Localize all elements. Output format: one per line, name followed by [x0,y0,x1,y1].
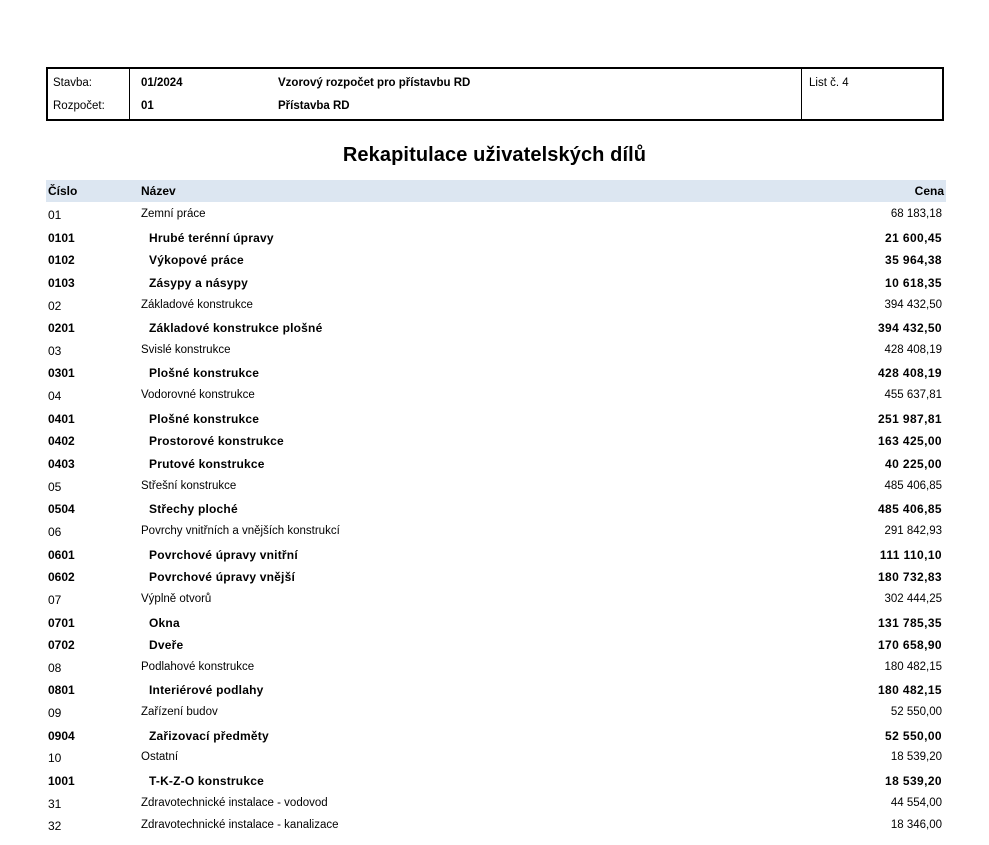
row-name: T-K-Z-O konstrukce [149,774,264,789]
row-price: 180 482,15 [877,683,942,698]
table-row [46,633,946,656]
rozpocet-name: Přístavba RD [278,100,350,112]
row-name: Plošné konstrukce [149,411,260,426]
row-price: 18 539,20 [890,751,942,764]
row-name: Základové konstrukce plošné [149,321,323,336]
table-row [46,226,946,249]
row-price: 170 658,90 [877,638,942,653]
row-number: 06 [48,524,62,539]
row-price: 111 110,10 [879,547,942,562]
row-name: Dveře [149,638,184,653]
row-name: Povrchy vnitřních a vnějších konstrukcí [141,524,340,537]
row-price: 35 964,38 [885,253,942,268]
column-cislo: Číslo [48,184,78,198]
row-name: Interiérové podlahy [149,683,264,698]
row-price: 302 444,25 [884,592,942,605]
table-row [46,475,946,498]
row-name: Prutové konstrukce [149,457,265,472]
row-number: 0801 [48,683,75,698]
row-name: Střešní konstrukce [141,479,237,492]
row-number: 0402 [48,434,75,449]
table-row [46,384,946,407]
table-row [46,316,946,339]
row-number: 31 [48,796,62,811]
row-name: Povrchové úpravy vnitřní [149,547,298,562]
table-row [46,497,946,520]
table-row [46,294,946,317]
row-price: 455 637,81 [884,389,942,402]
stavba-label: Stavba: [53,77,92,89]
header-divider [129,69,130,119]
table-row [46,339,946,362]
row-name: Okna [149,615,180,630]
row-name: Zásypy a násypy [149,275,249,290]
row-price: 10 618,35 [885,275,942,290]
header-box [46,67,944,121]
row-price: 428 408,19 [884,343,942,356]
row-number: 0101 [48,230,75,245]
table-row [46,792,946,815]
row-number: 02 [48,298,62,313]
row-name: Střechy ploché [149,502,238,517]
row-price: 21 600,45 [885,230,942,245]
row-number: 0102 [48,253,75,268]
row-price: 428 408,19 [877,366,942,381]
row-name: Prostorové konstrukce [149,434,284,449]
table-row [46,656,946,679]
row-number: 0702 [48,638,75,653]
row-name: Zařizovací předměty [149,728,269,743]
row-number: 0904 [48,728,75,743]
row-price: 394 432,50 [877,321,942,336]
table-row [46,588,946,611]
row-number: 1001 [48,774,75,789]
table-row [46,611,946,634]
table-row [46,452,946,475]
row-price: 251 987,81 [877,411,942,426]
row-price: 52 550,00 [885,728,942,743]
row-name: Svislé konstrukce [141,343,231,356]
table-row [46,407,946,430]
table-row [46,814,946,837]
row-name: Zdravotechnické instalace - kanalizace [141,819,339,832]
table-row [46,520,946,543]
row-number: 32 [48,819,62,834]
row-price: 18 346,00 [890,819,942,832]
row-number: 03 [48,343,62,358]
list-number: List č. 4 [809,77,849,89]
row-price: 485 406,85 [884,479,942,492]
row-price: 394 432,50 [884,298,942,311]
row-price: 40 225,00 [885,457,942,472]
row-number: 0301 [48,366,75,381]
row-number: 0201 [48,321,75,336]
row-number: 04 [48,389,62,404]
table-row [46,543,946,566]
row-number: 0403 [48,457,75,472]
header-divider [801,69,802,119]
table-row [46,769,946,792]
row-name: Výkopové práce [149,253,244,268]
row-name: Zařízení budov [141,706,218,719]
rozpocet-label: Rozpočet: [53,100,105,112]
row-price: 52 550,00 [890,706,942,719]
table-row [46,361,946,384]
row-number: 0602 [48,570,75,585]
row-name: Ostatní [141,751,179,764]
row-name: Vodorovné konstrukce [141,389,255,402]
row-price: 180 482,15 [884,660,942,673]
table-row [46,203,946,226]
row-name: Povrchové úpravy vnější [149,570,295,585]
stavba-code: 01/2024 [141,77,183,89]
row-number: 0401 [48,411,75,426]
row-name: Plošné konstrukce [149,366,260,381]
row-price: 131 785,35 [877,615,942,630]
table-row [46,678,946,701]
row-price: 18 539,20 [885,774,942,789]
row-number: 07 [48,592,62,607]
row-number: 0601 [48,547,75,562]
row-price: 180 732,83 [877,570,942,585]
row-price: 44 554,00 [890,796,942,809]
row-number: 01 [48,208,62,222]
table-row [46,271,946,294]
row-price: 291 842,93 [884,524,942,537]
row-number: 0103 [48,275,75,290]
row-name: Základové konstrukce [141,298,253,311]
table-row [46,248,946,271]
row-number: 0504 [48,502,75,517]
column-nazev: Název [141,184,176,198]
row-price: 163 425,00 [877,434,942,449]
row-number: 08 [48,660,62,675]
page-title: Rekapitulace uživatelských dílů [342,144,647,166]
row-number: 10 [48,751,62,766]
row-number: 0701 [48,615,75,630]
row-name: Podlahové konstrukce [141,660,255,673]
column-cena: Cena [914,184,944,198]
recap-table [46,203,946,837]
table-row [46,429,946,452]
row-number: 05 [48,479,62,494]
rozpocet-code: 01 [141,100,154,112]
stavba-name: Vzorový rozpočet pro přístavbu RD [278,77,471,89]
table-row [46,565,946,588]
row-name: Zdravotechnické instalace - vodovod [141,796,328,809]
column-header [46,180,946,202]
row-price: 68 183,18 [890,208,942,220]
row-name: Hrubé terénní úpravy [149,230,274,245]
table-row [46,701,946,724]
table-row [46,746,946,769]
row-name: Zemní práce [141,208,206,220]
row-price: 485 406,85 [877,502,942,517]
row-number: 09 [48,706,62,721]
row-name: Výplně otvorů [141,592,212,605]
table-row [46,724,946,747]
